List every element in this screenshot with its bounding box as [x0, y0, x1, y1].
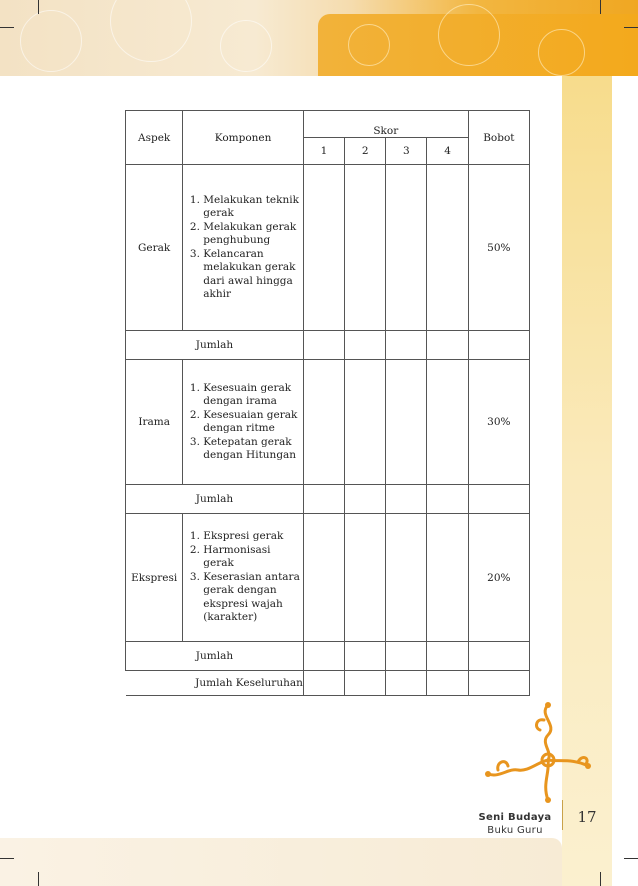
score-cell[interactable]: [345, 165, 386, 331]
score-cell[interactable]: [303, 642, 344, 671]
score-cell[interactable]: [303, 165, 344, 331]
score-cell[interactable]: [303, 671, 344, 696]
score-cell[interactable]: [427, 165, 468, 331]
score-cell[interactable]: [386, 642, 427, 671]
component-cell: [183, 165, 304, 331]
aspect-cell: Gerak: [126, 165, 183, 331]
header-aspek: Aspek: [126, 111, 183, 165]
header-score-1: 1: [303, 138, 344, 165]
list-item: 1. Ekspresi gerak: [203, 530, 303, 544]
crop-mark: [0, 858, 14, 859]
list-item: 2. Harmonisasi gerak: [203, 544, 303, 571]
book-subtitle: Buku Guru: [487, 825, 543, 836]
aspect-cell: Ekspresi: [126, 514, 183, 642]
subtotal-row: [126, 331, 530, 360]
subtotal-label: Jumlah: [126, 331, 304, 360]
swirl-ornament: [348, 24, 390, 66]
score-cell[interactable]: [345, 514, 386, 642]
score-cell[interactable]: [386, 671, 427, 696]
subtotal-row: [126, 642, 530, 671]
assessment-rubric-table: [125, 110, 530, 696]
component-cell: [183, 360, 304, 485]
score-cell[interactable]: [345, 671, 386, 696]
list-item: 2. Melakukan gerak penghubung: [203, 221, 303, 248]
crop-mark: [0, 27, 14, 28]
header-score-3: 3: [386, 138, 427, 165]
score-cell[interactable]: [303, 485, 344, 514]
book-title-block: [470, 812, 560, 836]
weight-cell: [468, 331, 529, 360]
swirl-ornament: [110, 0, 192, 62]
swirl-ornament-icon: [478, 700, 596, 808]
weight-cell: 20%: [468, 514, 529, 642]
list-item: 2. Kesesuaian gerak dengan ritme: [203, 409, 303, 436]
score-cell[interactable]: [345, 331, 386, 360]
grand-total-label: Jumlah Keseluruhan: [126, 671, 304, 696]
component-list: [183, 194, 303, 302]
crop-mark: [38, 0, 39, 14]
table-row-gerak: [126, 165, 530, 331]
score-cell[interactable]: [303, 514, 344, 642]
aspect-cell: Irama: [126, 360, 183, 485]
crop-mark: [38, 872, 39, 886]
crop-mark: [600, 872, 601, 886]
weight-cell: 30%: [468, 360, 529, 485]
right-margin: [612, 76, 638, 886]
swirl-ornament: [438, 4, 500, 66]
list-item: 1. Kesesuain gerak dengan irama: [203, 382, 303, 409]
crop-mark: [600, 0, 601, 14]
score-cell[interactable]: [345, 642, 386, 671]
page-number: 17: [577, 808, 597, 826]
header-score-4: 4: [427, 138, 468, 165]
score-cell[interactable]: [345, 360, 386, 485]
crop-mark: [624, 858, 638, 859]
header-bobot: Bobot: [468, 111, 529, 165]
grand-total-row: [126, 671, 530, 696]
top-ornamental-band: [0, 0, 638, 76]
component-list: [183, 382, 303, 463]
score-cell[interactable]: [427, 331, 468, 360]
subtotal-label: Jumlah: [126, 485, 304, 514]
header-score-2: 2: [345, 138, 386, 165]
table-row-irama: [126, 360, 530, 485]
score-cell[interactable]: [386, 360, 427, 485]
list-item: 3. Keserasian antara gerak dengan ekspresi wajah (karakter): [203, 571, 303, 625]
component-cell: [183, 514, 304, 642]
score-cell[interactable]: [345, 485, 386, 514]
list-item: 1. Melakukan teknik gerak: [203, 194, 303, 221]
score-cell[interactable]: [427, 360, 468, 485]
top-orange-tab: [318, 14, 638, 76]
table-row-ekspresi: [126, 514, 530, 642]
list-item: 3. Ketepatan gerak dengan Hitungan: [203, 436, 303, 463]
score-cell[interactable]: [427, 485, 468, 514]
weight-cell: [468, 671, 529, 696]
crop-mark: [624, 27, 638, 28]
table-header-row: [126, 111, 530, 138]
score-cell[interactable]: [386, 514, 427, 642]
book-title: Seni Budaya: [478, 812, 552, 823]
score-cell[interactable]: [427, 642, 468, 671]
subtotal-label: Jumlah: [126, 642, 304, 671]
bottom-ornamental-band: [0, 838, 562, 886]
subtotal-row: [126, 485, 530, 514]
score-cell[interactable]: [386, 331, 427, 360]
score-cell[interactable]: [303, 331, 344, 360]
score-cell[interactable]: [386, 485, 427, 514]
list-item: 3. Kelancaran melakukan gerak dari awal hingga akhir: [203, 248, 303, 302]
header-komponen: Komponen: [183, 111, 304, 165]
score-cell[interactable]: [386, 165, 427, 331]
swirl-ornament: [538, 29, 585, 76]
weight-cell: [468, 485, 529, 514]
component-list: [183, 530, 303, 625]
weight-cell: 50%: [468, 165, 529, 331]
header-skor: Skor: [303, 111, 468, 138]
weight-cell: [468, 642, 529, 671]
swirl-ornament: [220, 20, 272, 72]
score-cell[interactable]: [303, 360, 344, 485]
score-cell[interactable]: [427, 671, 468, 696]
score-cell[interactable]: [427, 514, 468, 642]
swirl-ornament: [20, 10, 82, 72]
